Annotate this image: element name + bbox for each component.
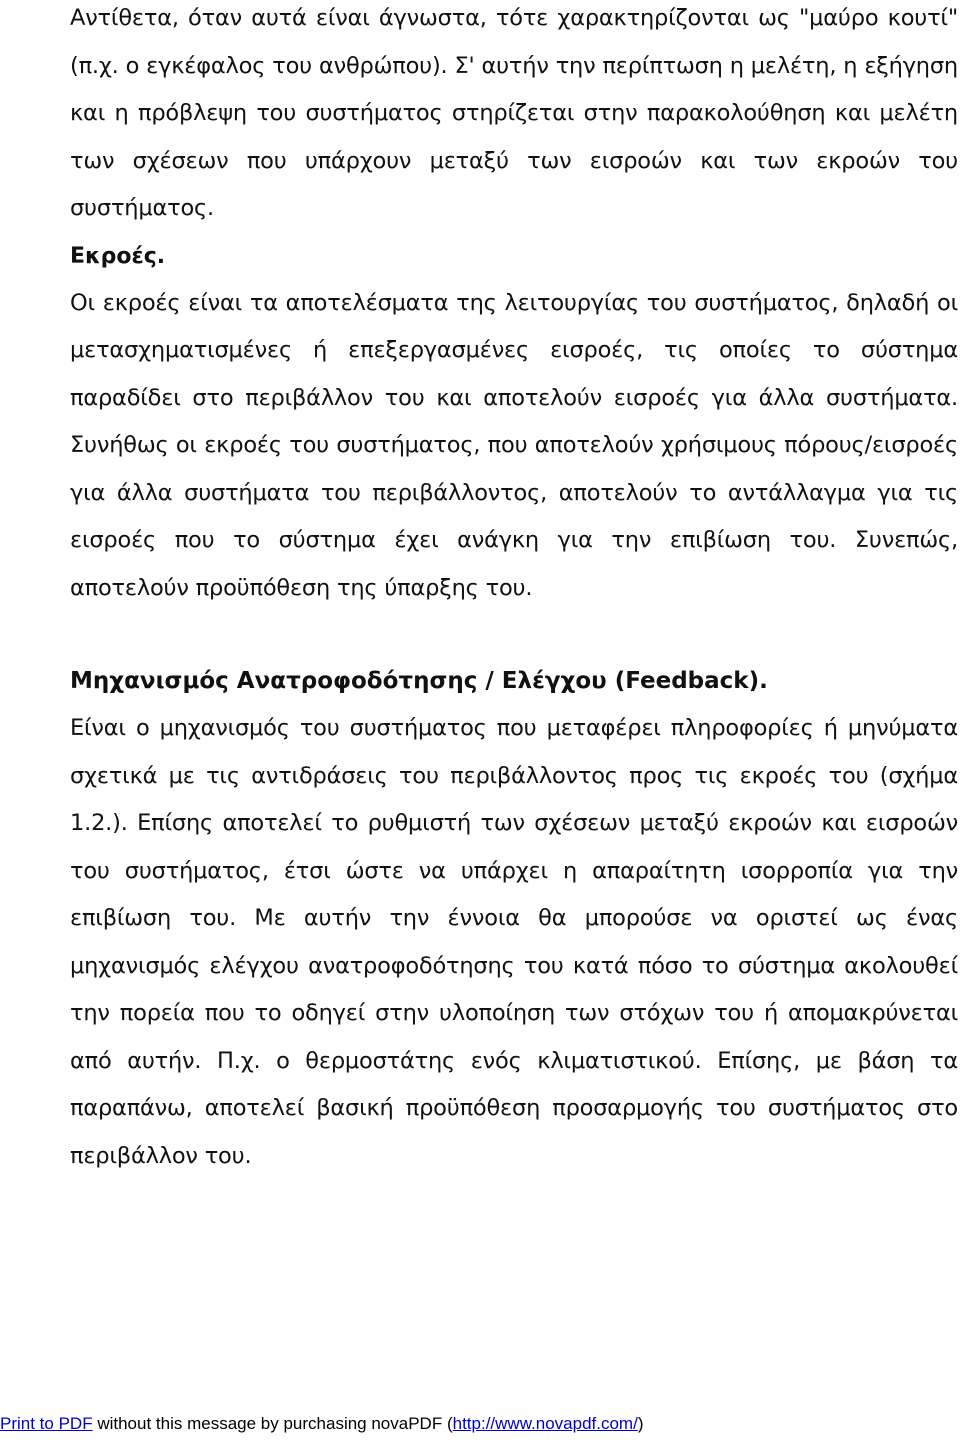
footer-text: without this message by purchasing novaPDF ( xyxy=(92,1414,453,1433)
outputs-heading: Εκροές. xyxy=(70,243,166,269)
outputs-paragraph: Οι εκροές είναι τα αποτελέσματα της λειτουργίας του συστήματος, δηλαδή οι μετασχηματισμένες ή επεξεργασμένες εισροές, τις οποίες το σύστημα παραδίδει στο περιβάλλον του και αποτελούν εισροές για άλλα συστήματα. Συνήθως οι εκροές του συστήματος, που αποτελούν χρήσιμους πόρους/εισροές για άλλα συστήματα του περιβάλλοντος, αποτελούν το αντάλλαγμα για τις εισροές που το σύστημα έχει ανάγκη για την επιβίωση του. Συνεπώς, αποτελούν προϋπόθεση της ύπαρξης του. xyxy=(70,289,958,601)
section-spacer xyxy=(70,612,958,658)
novapdf-url-link[interactable]: http://www.novapdf.com/ xyxy=(452,1414,638,1433)
feedback-paragraph: Είναι ο μηχανισμός του συστήματος που μεταφέρει πληροφορίες ή μηνύματα σχετικά με τις αντιδράσεις του περιβάλλοντος προς τις εκροές του (σχήμα 1.2.). Επίσης αποτελεί το ρυθμιστή των σχέσεων μεταξύ εκροών και εισροών του συστήματος, έτσι ώστε να υπάρχει η απαραίτητη ισορροπία για την επιβίωση του. Με αυτήν την έννοια θα μπορούσε να οριστεί ως ένας μηχανισμός ελέγχου ανατροφοδότησης του κατά πόσο το σύστημα ακολουθεί την πορεία που το οδηγεί στην υλοποίηση των στόχων του ή απομακρύνεται από αυτήν. Π.χ. ο θερμοστάτης ενός κλιματιστικού. Επίσης, με βάση τα παραπάνω, αποτελεί βασική προϋπόθεση προσαρμογής του συστήματος στο περιβάλλον του. xyxy=(70,715,958,1169)
intro-paragraph: Αντίθετα, όταν αυτά είναι άγνωστα, τότε χαρακτηρίζονται ως "μαύρο κουτί" (π.χ. ο εγκέφαλος του ανθρώπου). Σ' αυτήν την περίπτωση η μελέτη, η εξήγηση και η πρόβλεψη του συστήματος στηρίζεται στην παρακολούθηση και μελέτη των σχέσεων που υπάρχουν μεταξύ των εισροών και των εκροών του συστήματος. xyxy=(70,5,958,221)
print-to-pdf-link[interactable]: Print to PDF xyxy=(0,1414,93,1433)
document-page xyxy=(70,0,958,1180)
footer-text-end: ) xyxy=(637,1414,644,1433)
pdf-footer xyxy=(0,1414,960,1434)
feedback-heading: Μηχανισμός Ανατροφοδότησης / Ελέγχου (Feedback). xyxy=(70,668,768,694)
